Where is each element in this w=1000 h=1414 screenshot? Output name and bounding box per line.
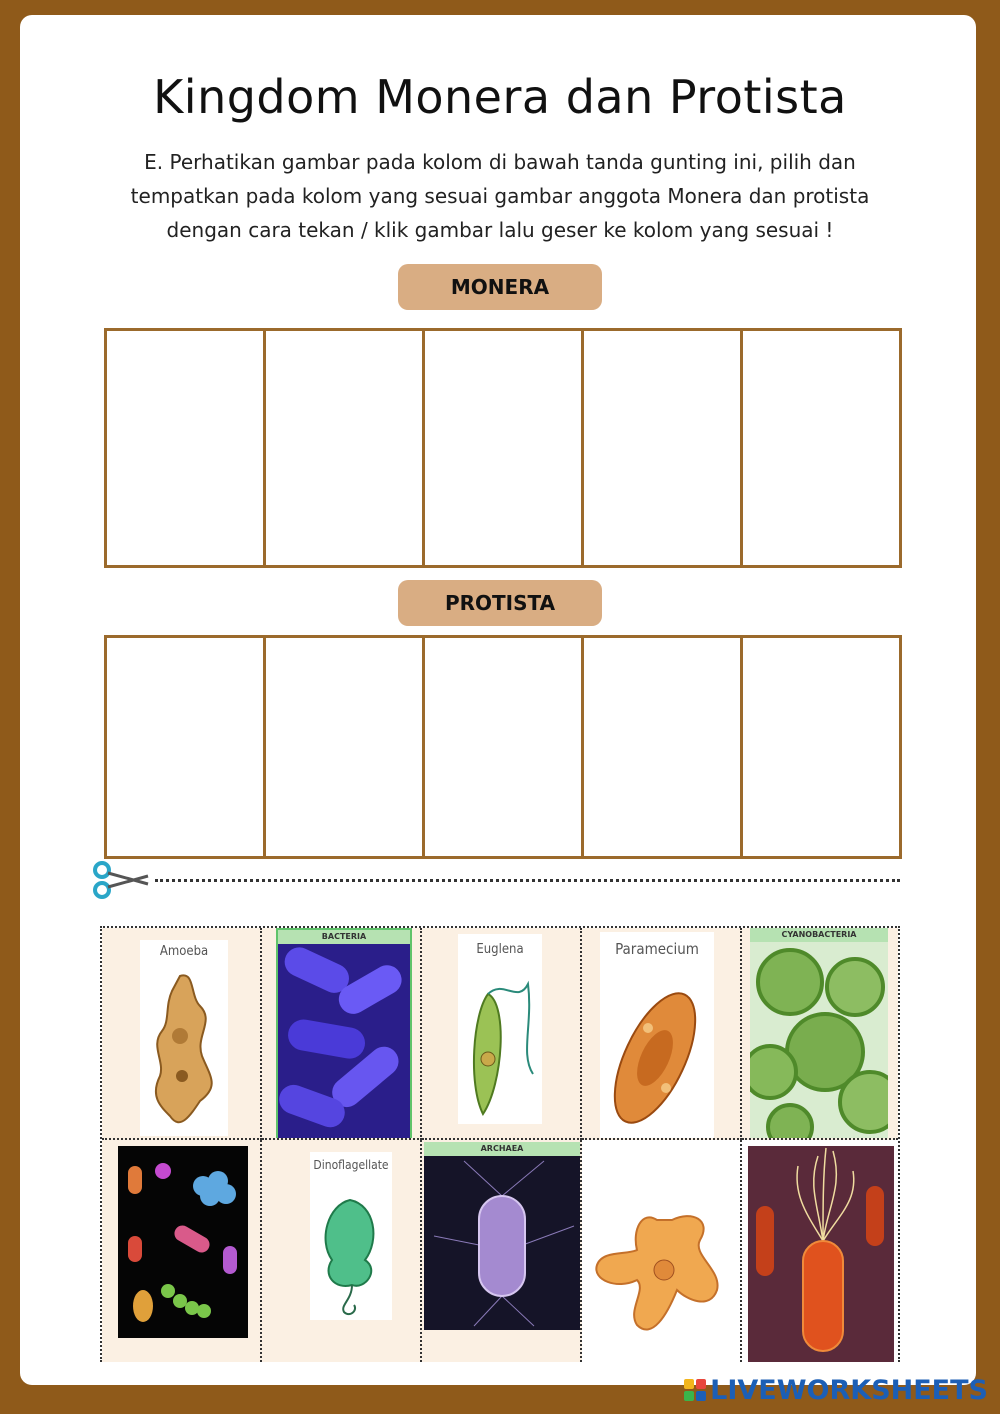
monera-slot-4[interactable] [581, 331, 740, 565]
protista-slot-1[interactable] [107, 638, 263, 856]
tile-caption: ARCHAEA [424, 1142, 580, 1156]
tile-caption: BACTERIA [278, 930, 410, 944]
monera-drop-grid [104, 328, 902, 568]
bacteria-icon [278, 944, 410, 1138]
archaea-icon [424, 1156, 580, 1330]
mixed-bacteria-icon [118, 1146, 248, 1338]
tile-caption: CYANOBACTERIA [750, 928, 888, 942]
instructions: E. Perhatikan gambar pada kolom di bawah tanda gunting ini, pilih dan tempatkan pada kolom yang sesuai gambar anggota Monera dan protista dengan cara tekan / klik gambar lalu geser ke kolom yang sesuai ! [130, 150, 870, 242]
tile-dinoflagellate[interactable] [262, 1140, 422, 1362]
scissors-icon [90, 860, 150, 900]
amoeba-star-icon [582, 1140, 742, 1362]
monera-slot-1[interactable] [107, 331, 263, 565]
tile-bacteria[interactable] [262, 928, 422, 1140]
liveworksheets-logo [684, 1375, 988, 1405]
tile-amoeba[interactable] [102, 928, 262, 1140]
protista-label: PROTISTA [398, 580, 602, 626]
tile-cyanobacteria[interactable] [742, 928, 898, 1140]
dinoflagellate-icon [310, 1180, 392, 1320]
protista-drop-grid [104, 635, 902, 859]
logo-text: LIVEWORKSHEETS [710, 1374, 988, 1406]
monera-label: MONERA [398, 264, 602, 310]
protista-slot-5[interactable] [740, 638, 899, 856]
tile-euglena[interactable] [422, 928, 582, 1140]
tile-amoeba-star[interactable] [582, 1140, 742, 1362]
tile-archaea[interactable] [422, 1140, 582, 1362]
tile-flagellated-bacterium[interactable] [742, 1140, 898, 1362]
protista-slot-3[interactable] [422, 638, 581, 856]
tile-caption: Dinoflagellate [313, 1158, 389, 1172]
monera-slot-3[interactable] [422, 331, 581, 565]
monera-slot-2[interactable] [263, 331, 422, 565]
protista-slot-2[interactable] [263, 638, 422, 856]
euglena-icon [458, 964, 542, 1124]
picture-tiles [100, 926, 900, 1362]
amoeba-icon [140, 966, 228, 1136]
logo-mark-icon [684, 1379, 706, 1401]
tile-caption: Amoeba [159, 944, 209, 959]
tile-mixed-bacteria[interactable] [102, 1140, 262, 1362]
flagellated-bacterium-icon [748, 1146, 894, 1362]
tile-caption: Paramecium [615, 940, 699, 958]
paramecium-icon [600, 968, 714, 1140]
cut-line [155, 879, 900, 882]
tile-caption: Euglena [476, 942, 524, 957]
page-title: Kingdom Monera dan Protista [153, 70, 847, 124]
monera-slot-5[interactable] [740, 331, 899, 565]
protista-slot-4[interactable] [581, 638, 740, 856]
tile-paramecium[interactable] [582, 928, 742, 1140]
cyanobacteria-icon [750, 942, 888, 1140]
